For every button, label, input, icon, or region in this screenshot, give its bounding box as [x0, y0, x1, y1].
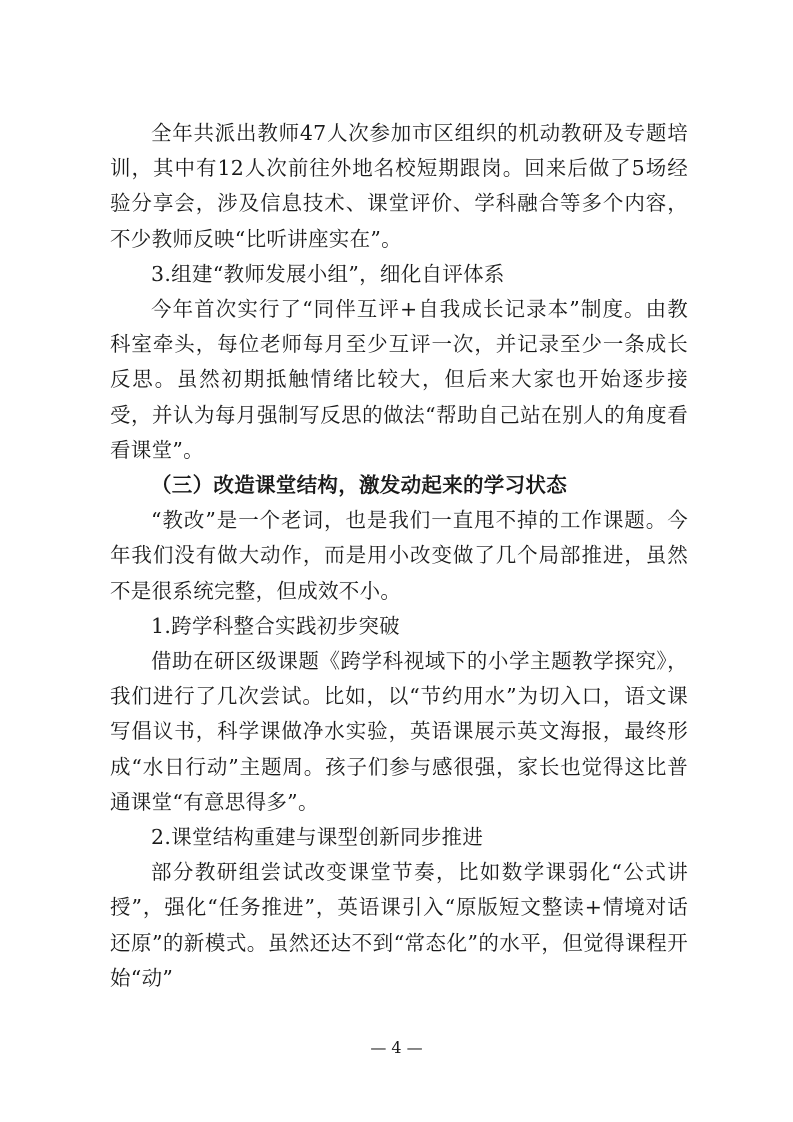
- subheading-classroom-rebuild: 2.课堂结构重建与课型创新同步推进: [151, 825, 484, 850]
- document-body: [110, 116, 688, 996]
- subheading-teacher-group: 3.组建“教师发展小组”，细化自评体系: [151, 261, 505, 286]
- paragraph-teaching-reform: “教改”是一个老词，也是我们一直甩不掉的工作课题。今年我们没有做大动作，而是用小改变做了几个局部推进，虽然不是很系统完整，但成效不小。: [110, 508, 688, 603]
- paragraph-water-theme-week: 借助在研区级课题《跨学科视域下的小学主题教学探究》，我们进行了几次尝试。比如，以“节约用水”为切入口，语文课写倡议书，科学课做净水实验，英语课展示英文海报，最终形成“水日行动”主题周。孩子们参与感很强，家长也觉得这比普通课堂“有意思得多”。: [110, 649, 688, 814]
- paragraph-new-lesson-models: 部分教研组尝试改变课堂节奏，比如数学课弱化“公式讲授”，强化“任务推进”，英语课引入“原版短文整读+情境对话还原”的新模式。虽然还达不到“常态化”的水平，但觉得课程开始“动”: [110, 860, 688, 990]
- page-number: — 4 —: [370, 1038, 423, 1057]
- section-heading-classroom-structure: （三）改造课堂结构，激发动起来的学习状态: [151, 473, 567, 498]
- paragraph-peer-review: 今年首次实行了“同伴互评+自我成长记录本”制度。由教科室牵头，每位老师每月至少互评一次，并记录至少一条成长反思。虽然初期抵触情绪比较大，但后来大家也开始逐步接受，并认为每月强制写反思的做法“帮助自己站在别人的角度看看课堂”。: [110, 297, 688, 462]
- subheading-interdisciplinary: 1.跨学科整合实践初步突破: [151, 613, 400, 638]
- paragraph-teacher-training: 全年共派出教师47人次参加市区组织的机动教研及专题培训，其中有12人次前往外地名校短期跟岗。回来后做了5场经验分享会，涉及信息技术、课堂评价、学科融合等多个内容，不少教师反映“比听讲座实在”。: [110, 121, 688, 251]
